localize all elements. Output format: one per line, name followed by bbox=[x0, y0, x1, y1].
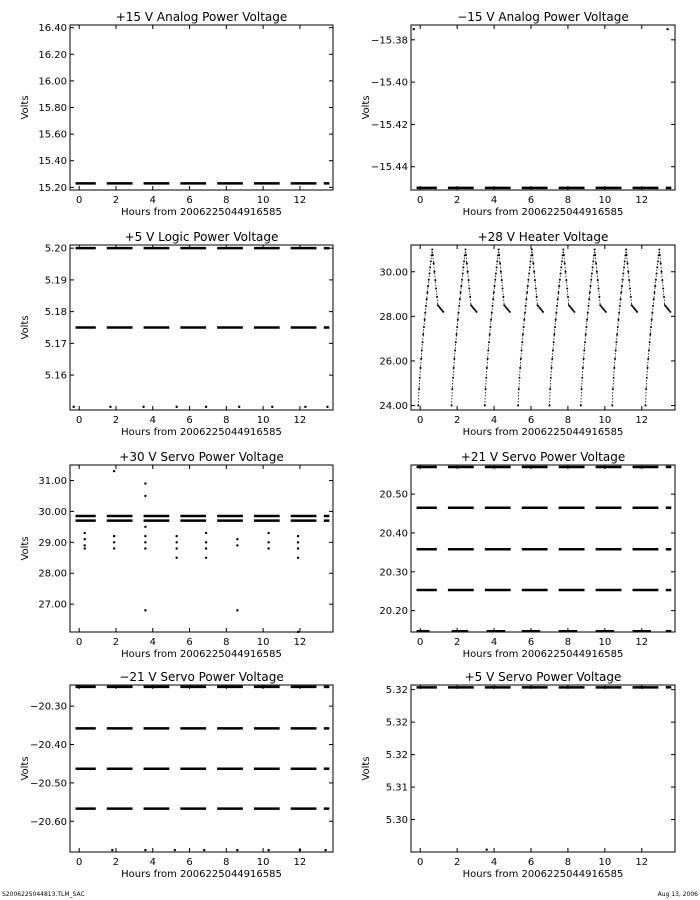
x-tick-label: 6 bbox=[527, 637, 535, 648]
data-point bbox=[236, 538, 238, 540]
panel-1 bbox=[20, 10, 333, 218]
y-tick-label: 20.40 bbox=[379, 528, 408, 540]
heater-trace bbox=[581, 250, 606, 406]
x-tick-label: 12 bbox=[293, 195, 307, 206]
plot-area bbox=[413, 28, 672, 188]
x-tick-label: 2 bbox=[112, 857, 120, 868]
panel-8 bbox=[361, 670, 675, 880]
data-point bbox=[236, 544, 238, 546]
x-tick-label: 10 bbox=[256, 195, 270, 206]
chart-title: +5 V Logic Power Voltage bbox=[124, 230, 279, 244]
x-tick-label: 4 bbox=[149, 857, 156, 868]
y-tick-label: 15.20 bbox=[38, 182, 67, 194]
x-tick-label: 2 bbox=[453, 415, 461, 426]
plot-area bbox=[417, 687, 672, 851]
data-point bbox=[109, 406, 111, 408]
heater-trace bbox=[518, 250, 543, 406]
data-point bbox=[113, 535, 115, 537]
data-point bbox=[113, 470, 115, 472]
data-point bbox=[144, 547, 146, 549]
data-point bbox=[144, 541, 146, 543]
data-point bbox=[142, 406, 144, 408]
data-point bbox=[205, 547, 207, 549]
y-tick-label: 5.32 bbox=[385, 750, 408, 762]
x-tick-label: 6 bbox=[186, 857, 193, 868]
data-point bbox=[144, 609, 146, 611]
x-tick-label: 4 bbox=[490, 415, 498, 426]
data-point bbox=[144, 535, 146, 537]
data-point bbox=[267, 547, 269, 549]
data-point bbox=[175, 535, 177, 537]
data-point bbox=[413, 28, 415, 30]
y-tick-label: 5.17 bbox=[44, 338, 67, 350]
heater-trace bbox=[646, 250, 671, 406]
data-point bbox=[113, 541, 115, 543]
x-tick-label: 10 bbox=[598, 195, 612, 206]
y-tick-label: 15.60 bbox=[38, 129, 67, 141]
chart-title: +30 V Servo Power Voltage bbox=[119, 450, 284, 464]
footer-file-label: S2006225044813.TLM_SAC bbox=[2, 891, 85, 898]
y-axis-label: Volts bbox=[20, 536, 31, 561]
x-tick-label: 0 bbox=[417, 415, 424, 426]
x-tick-label: 10 bbox=[256, 637, 270, 648]
y-tick-label: 5.16 bbox=[44, 370, 67, 382]
data-point bbox=[304, 406, 306, 408]
y-axis-label: Volts bbox=[20, 315, 31, 340]
y-tick-label: −15.38 bbox=[370, 35, 408, 47]
plot-frame bbox=[411, 25, 675, 190]
data-point bbox=[84, 544, 86, 546]
x-tick-label: 2 bbox=[453, 857, 461, 868]
x-tick-label: 10 bbox=[598, 415, 612, 426]
data-point bbox=[84, 538, 86, 540]
x-tick-label: 6 bbox=[186, 637, 193, 648]
x-tick-label: 12 bbox=[635, 195, 649, 206]
x-tick-label: 12 bbox=[293, 857, 307, 868]
y-axis-label: Volts bbox=[361, 756, 372, 781]
panel-6 bbox=[379, 450, 675, 660]
x-tick-label: 8 bbox=[223, 857, 230, 868]
data-point bbox=[236, 609, 238, 611]
y-tick-label: 5.32 bbox=[385, 717, 408, 729]
y-tick-label: 24.00 bbox=[379, 401, 408, 413]
heater-trace bbox=[550, 250, 575, 406]
y-tick-label: 5.31 bbox=[385, 782, 408, 794]
footer-date-label: Aug 13, 2006 bbox=[657, 891, 698, 898]
data-point bbox=[84, 547, 86, 549]
x-axis-label: Hours from 2006225044916585 bbox=[462, 427, 624, 438]
x-axis-label: Hours from 2006225044916585 bbox=[121, 869, 282, 880]
data-point bbox=[485, 848, 487, 850]
heater-trace bbox=[612, 250, 637, 406]
x-tick-label: 8 bbox=[223, 195, 230, 206]
data-point bbox=[203, 849, 205, 851]
data-point bbox=[111, 849, 113, 851]
x-tick-label: 0 bbox=[417, 857, 424, 868]
y-tick-label: 15.80 bbox=[38, 103, 67, 114]
x-tick-label: 2 bbox=[453, 637, 461, 648]
panel-2 bbox=[361, 10, 675, 218]
y-tick-label: 16.20 bbox=[38, 49, 67, 61]
data-point bbox=[84, 532, 86, 534]
data-point bbox=[271, 406, 273, 408]
data-point bbox=[267, 849, 269, 851]
x-tick-label: 0 bbox=[76, 857, 83, 868]
plot-area bbox=[417, 248, 671, 406]
x-tick-label: 10 bbox=[598, 637, 612, 648]
data-point bbox=[326, 406, 328, 408]
y-tick-label: 29.00 bbox=[38, 537, 67, 549]
heater-trace bbox=[418, 250, 443, 406]
data-point bbox=[174, 849, 176, 851]
plot-area bbox=[72, 248, 329, 408]
x-tick-label: 8 bbox=[223, 415, 230, 426]
x-tick-label: 12 bbox=[635, 637, 649, 648]
x-axis-label: Hours from 2006225044916585 bbox=[121, 649, 282, 660]
x-tick-label: 0 bbox=[76, 415, 83, 426]
y-tick-label: 5.19 bbox=[44, 275, 67, 287]
x-tick-label: 8 bbox=[223, 637, 230, 648]
data-point bbox=[267, 541, 269, 543]
panel-7 bbox=[20, 670, 333, 880]
data-point bbox=[297, 535, 299, 537]
data-point bbox=[175, 541, 177, 543]
y-tick-label: −15.42 bbox=[370, 119, 408, 131]
data-point bbox=[175, 547, 177, 549]
y-tick-label: 30.00 bbox=[379, 267, 408, 279]
x-tick-label: 10 bbox=[256, 415, 270, 426]
data-point bbox=[324, 849, 326, 851]
x-tick-label: 4 bbox=[149, 195, 156, 206]
y-tick-label: 28.00 bbox=[38, 568, 67, 580]
x-tick-label: 2 bbox=[112, 415, 120, 426]
x-axis-label: Hours from 2006225044916585 bbox=[121, 207, 282, 218]
x-tick-label: 8 bbox=[564, 195, 572, 206]
chart-title: +28 V Heater Voltage bbox=[477, 230, 609, 244]
y-tick-label: 5.20 bbox=[44, 243, 67, 255]
data-point bbox=[297, 631, 299, 633]
data-point bbox=[144, 526, 146, 528]
x-tick-label: 4 bbox=[490, 637, 498, 648]
chart-title: +21 V Servo Power Voltage bbox=[460, 450, 626, 464]
y-axis-label: Volts bbox=[361, 95, 372, 120]
data-point bbox=[297, 557, 299, 559]
x-tick-label: 6 bbox=[186, 415, 193, 426]
x-tick-label: 2 bbox=[112, 637, 120, 648]
data-point bbox=[267, 532, 269, 534]
data-point bbox=[238, 406, 240, 408]
y-tick-label: 5.32 bbox=[385, 685, 408, 697]
x-tick-label: 0 bbox=[76, 637, 83, 648]
heater-trace bbox=[485, 250, 510, 406]
x-tick-label: 8 bbox=[564, 637, 572, 648]
y-tick-label: 15.40 bbox=[38, 156, 67, 168]
y-tick-label: 20.30 bbox=[379, 567, 408, 579]
x-tick-label: 12 bbox=[635, 415, 649, 426]
plot-frame bbox=[411, 685, 675, 852]
chart-title: +5 V Servo Power Voltage bbox=[464, 670, 622, 684]
y-tick-label: 28.00 bbox=[379, 311, 408, 323]
y-tick-label: −20.40 bbox=[29, 740, 67, 752]
x-tick-label: 6 bbox=[527, 415, 535, 426]
data-point bbox=[144, 495, 146, 497]
x-tick-label: 4 bbox=[490, 857, 498, 868]
y-tick-label: 16.00 bbox=[38, 76, 67, 88]
x-tick-label: 0 bbox=[417, 195, 424, 206]
y-axis-label: Volts bbox=[20, 756, 31, 781]
y-tick-label: −15.44 bbox=[370, 162, 408, 174]
x-axis-label: Hours from 2006225044916585 bbox=[121, 427, 282, 438]
data-point bbox=[205, 406, 207, 408]
chart-title: −21 V Servo Power Voltage bbox=[119, 670, 284, 684]
y-tick-label: 16.40 bbox=[38, 23, 67, 35]
x-axis-label: Hours from 2006225044916585 bbox=[462, 869, 624, 880]
y-tick-label: 5.18 bbox=[44, 307, 67, 319]
data-point bbox=[72, 406, 74, 408]
data-point bbox=[144, 482, 146, 484]
plot-area bbox=[76, 687, 330, 851]
x-tick-label: 6 bbox=[186, 195, 193, 206]
data-point bbox=[666, 28, 668, 30]
x-tick-label: 2 bbox=[453, 195, 461, 206]
data-point bbox=[175, 557, 177, 559]
panel-5 bbox=[20, 450, 333, 660]
x-tick-label: 6 bbox=[527, 195, 535, 206]
x-tick-label: 0 bbox=[76, 195, 83, 206]
x-tick-label: 12 bbox=[293, 637, 307, 648]
panel-4 bbox=[379, 230, 675, 438]
data-point bbox=[113, 547, 115, 549]
y-tick-label: 20.20 bbox=[379, 606, 408, 618]
y-tick-label: −20.60 bbox=[29, 816, 67, 828]
y-axis-label: Volts bbox=[20, 95, 31, 120]
plot-frame bbox=[70, 25, 333, 190]
y-tick-label: −20.30 bbox=[29, 701, 67, 713]
chart-title: −15 V Analog Power Voltage bbox=[457, 10, 629, 24]
y-tick-label: 31.00 bbox=[38, 475, 67, 487]
data-point bbox=[205, 557, 207, 559]
x-tick-label: 4 bbox=[490, 195, 498, 206]
data-point bbox=[205, 532, 207, 534]
y-tick-label: 20.50 bbox=[379, 489, 408, 501]
x-tick-label: 2 bbox=[112, 195, 120, 206]
plot-area bbox=[417, 467, 672, 631]
data-point bbox=[205, 541, 207, 543]
y-tick-label: 30.00 bbox=[38, 506, 67, 518]
x-tick-label: 0 bbox=[417, 637, 424, 648]
x-tick-label: 8 bbox=[564, 857, 572, 868]
plot-frame bbox=[70, 465, 333, 632]
heater-trace bbox=[452, 250, 477, 406]
chart-title: +15 V Analog Power Voltage bbox=[115, 10, 288, 24]
y-tick-label: −20.50 bbox=[29, 778, 67, 790]
y-tick-label: −15.40 bbox=[370, 77, 408, 89]
x-tick-label: 4 bbox=[149, 637, 156, 648]
data-point bbox=[297, 541, 299, 543]
data-point bbox=[299, 849, 301, 851]
x-axis-label: Hours from 2006225044916585 bbox=[462, 649, 624, 660]
data-point bbox=[236, 849, 238, 851]
x-axis-label: Hours from 2006225044916585 bbox=[462, 207, 624, 218]
data-point bbox=[144, 849, 146, 851]
x-tick-label: 12 bbox=[293, 415, 307, 426]
x-tick-label: 12 bbox=[635, 857, 649, 868]
panel-3 bbox=[20, 230, 333, 438]
x-tick-label: 10 bbox=[598, 857, 612, 868]
data-point bbox=[175, 406, 177, 408]
plot-frame bbox=[411, 245, 675, 410]
x-tick-label: 10 bbox=[256, 857, 270, 868]
y-tick-label: 5.30 bbox=[385, 815, 408, 827]
x-tick-label: 6 bbox=[527, 857, 535, 868]
y-tick-label: 27.00 bbox=[38, 599, 67, 611]
y-tick-label: 26.00 bbox=[379, 356, 408, 368]
plot-area bbox=[76, 461, 330, 633]
data-point bbox=[297, 547, 299, 549]
x-tick-label: 4 bbox=[149, 415, 156, 426]
x-tick-label: 8 bbox=[564, 415, 572, 426]
